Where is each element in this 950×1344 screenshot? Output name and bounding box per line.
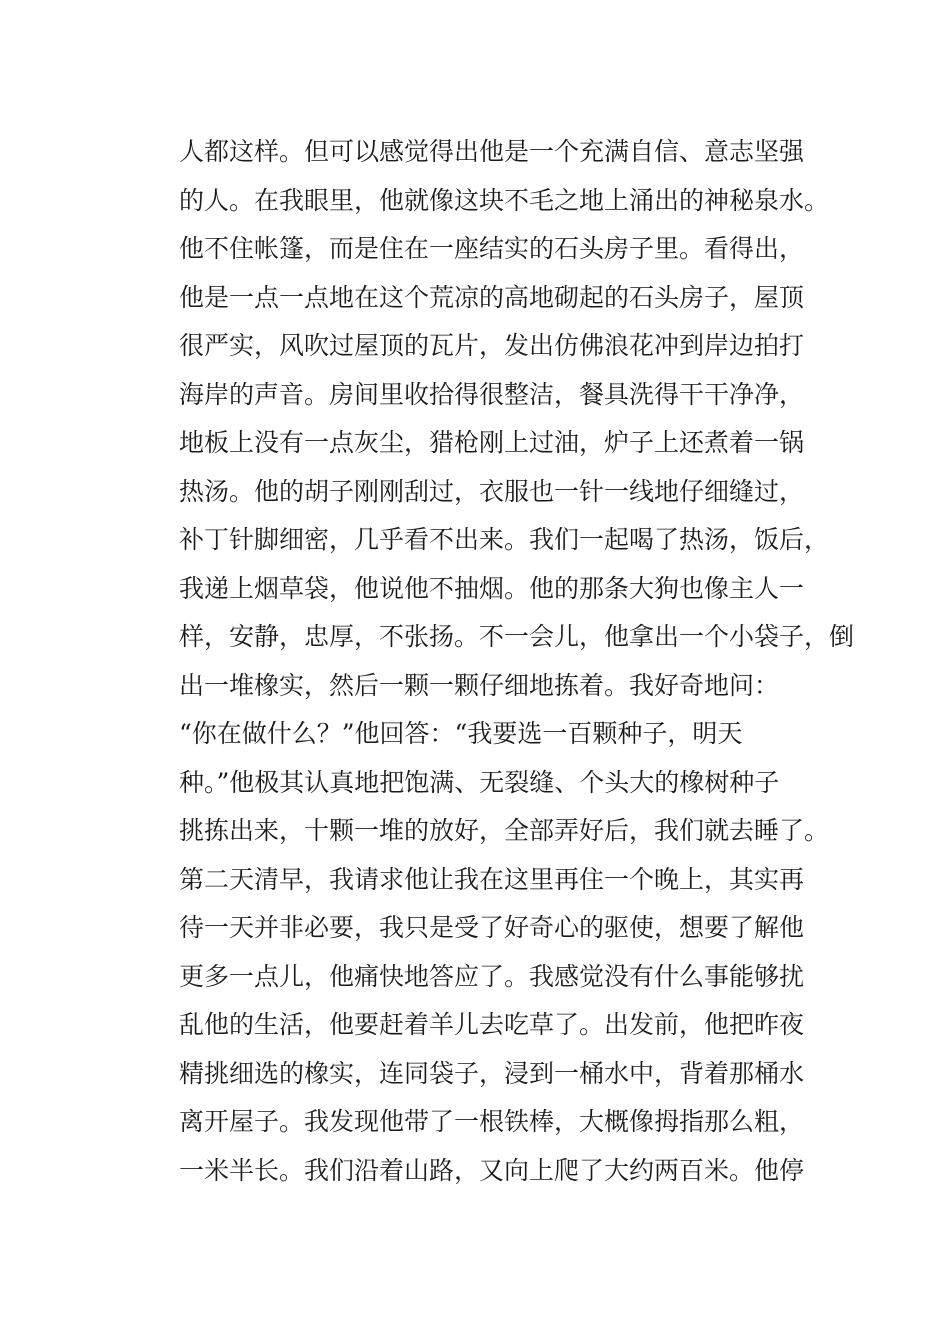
text-line: 精挑细选的橡实，连同袋子，浸到一桶水中，背着那桶水 (179, 1058, 805, 1088)
text-line: 的人。在我眼里，他就像这块不毛之地上涌出的神秘泉水。 (179, 185, 830, 215)
text-line: 人都这样。但可以感觉得出他是一个充满自信、意志坚强 (179, 137, 805, 166)
text-line: 海岸的声音。房间里收拾得很整洁，餐具洗得干干净净， (179, 379, 805, 409)
text-line: 样，安静，忠厚，不张扬。不一会儿，他拿出一个小袋子，倒 (179, 622, 855, 651)
text-line: 补丁针脚细密，几乎看不出来。我们一起喝了热汤，饭后， (179, 525, 830, 554)
text-line: 地板上没有一点灰尘，猎枪刚上过油，炉子上还煮着一锅 (179, 428, 805, 457)
text-line: 乱他的生活，他要赶着羊儿去吃草了。出发前，他把昨夜 (179, 1010, 805, 1039)
text-line: 热汤。他的胡子刚刚刮过，衣服也一针一线地仔细缝过， (179, 476, 805, 506)
text-line: 出一堆橡实，然后一颗一颗仔细地拣着。我好奇地问： (179, 670, 780, 700)
text-line: 更多一点儿，他痛快地答应了。我感觉没有什么事能够扰 (179, 961, 805, 991)
text-line: 第二天清早，我请求他让我在这里再住一个晚上，其实再 (179, 864, 805, 894)
text-line: 一米半长。我们沿着山路，又向上爬了大约两百米。他停 (179, 1155, 805, 1185)
text-line: 很严实，风吹过屋顶的瓦片，发出仿佛浪花冲到岸边拍打 (179, 331, 805, 360)
text-line: 待一天并非必要，我只是受了好奇心的驱使，想要了解他 (179, 913, 805, 942)
text-line: 他是一点一点地在这个荒凉的高地砌起的石头房子，屋顶 (179, 282, 805, 312)
text-line: 种。”他极其认真地把饱满、无裂缝、个头大的橡树种子 (179, 767, 780, 797)
text-line: 离开屋子。我发现他带了一根铁棒，大概像拇指那么粗， (179, 1107, 805, 1136)
text-line: 我递上烟草袋，他说他不抽烟。他的那条大狗也像主人一 (179, 573, 805, 603)
body-text (179, 128, 855, 1195)
text-line: 他不住帐篷，而是住在一座结实的石头房子里。看得出， (179, 234, 805, 263)
text-line: 挑拣出来，十颗一堆的放好，全部弄好后，我们就去睡了。 (179, 816, 830, 845)
text-line: “你在做什么？”他回答：“我要选一百颗种子，明天 (179, 719, 743, 748)
